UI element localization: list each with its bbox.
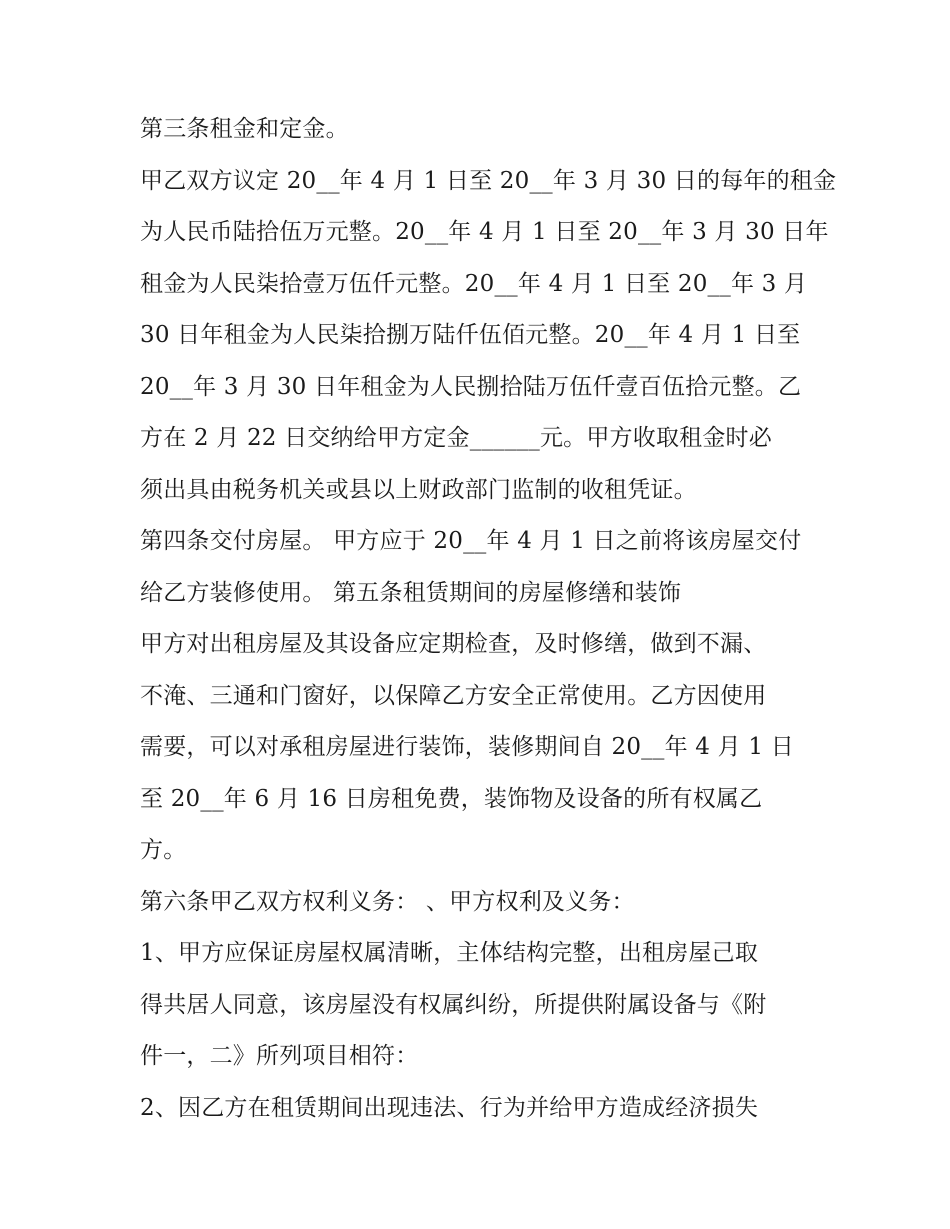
text-line: 第三条租金和定金。 <box>140 116 349 142</box>
text-line: 2、因乙方在租赁期间出现违法、行为并给甲方造成经济损失 <box>140 1094 759 1121</box>
text-line: 第六条甲乙双方权利义务： 、甲方权利及义务： <box>140 888 635 915</box>
text-line: 至 20__年 6 月 16 日房租免费，装饰物及设备的所有权属乙 <box>140 785 763 812</box>
text-line: 不淹、三通和门窗好，以保障乙方安全正常使用。乙方因使用 <box>140 682 767 709</box>
text-line: 第四条交付房屋。 甲方应于 20__年 4 月 1 日之前将该房屋交付 <box>140 528 802 554</box>
text-line: 件一，二》所列项目相符： <box>140 1043 419 1069</box>
text-line: 甲方对出租房屋及其设备应定期检查，及时修缮，做到不漏、 <box>140 631 767 657</box>
text-line: 甲乙双方议定 20__年 4 月 1 日至 20__年 3 月 30 日的每年的租金 <box>140 167 837 194</box>
document-body <box>140 104 837 1134</box>
text-line: 方在 2 月 22 日交纳给甲方定金______元。甲方收取租金时必 <box>140 425 772 451</box>
text-line: 30 日年租金为人民柒拾捌万陆仟伍佰元整。20__年 4 月 1 日至 <box>140 322 801 348</box>
text-line: 租金为人民柒拾壹万伍仟元整。20__年 4 月 1 日至 20__年 3 月 <box>140 270 808 297</box>
text-line: 方。 <box>140 837 187 863</box>
text-line: 须出具由税务机关或县以上财政部门监制的收租凭证。 <box>140 476 697 503</box>
text-line: 1、甲方应保证房屋权属清晰，主体结构完整，出租房屋己取 <box>140 940 759 966</box>
text-line: 为人民币陆拾伍万元整。20__年 4 月 1 日至 20__年 3 月 30 日年 <box>140 219 829 245</box>
text-line: 20__年 3 月 30 日年租金为人民捌拾陆万伍仟壹百伍拾元整。乙 <box>140 373 802 400</box>
text-line: 给乙方装修使用。 第五条租赁期间的房屋修缮和装饰 <box>140 579 682 606</box>
text-line: 需要，可以对承租房屋进行装饰，装修期间自 20__年 4 月 1 日 <box>140 734 794 760</box>
text-line: 得共居人同意，该房屋没有权属纠纷，所提供附属设备与《附 <box>140 991 767 1018</box>
